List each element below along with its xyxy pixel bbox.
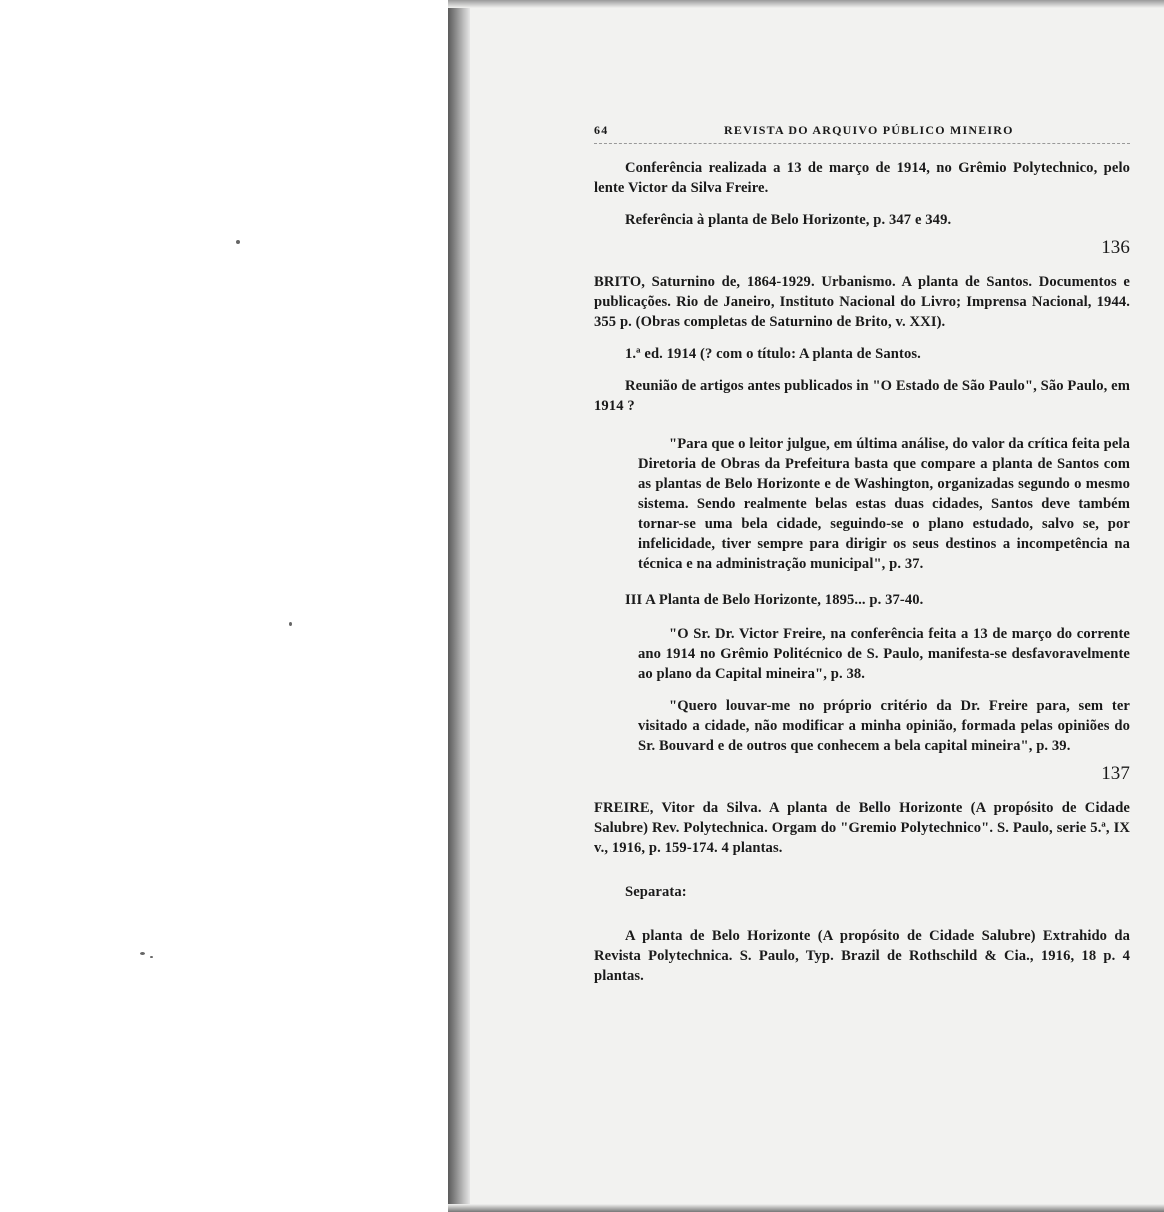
specks xyxy=(140,952,145,955)
entry-136-part-three: III A Planta de Belo Horizonte, 1895... p. 37-40. xyxy=(625,592,924,608)
page-top-edge xyxy=(448,0,1164,8)
reference-note: Referência à planta de Belo Horizonte, p. 347 e 349. xyxy=(625,212,952,228)
entry-number-136: 136 xyxy=(1101,237,1130,258)
entry-137-citation: FREIRE, Vitor da Silva. A planta de Bello Horizonte (A propósito de Cidade Salubre) Rev. Polytechnica. Orgam do "Gremio Polytechnico". S. Paulo, serie 5.ª, IX v., 1916, p. 159-174. 4 plantas. xyxy=(594,800,1130,856)
right-page xyxy=(594,120,1130,986)
entry-136-quote-block xyxy=(638,434,1130,574)
conference-note: Conferência realizada a 13 de março de 1914, no Grêmio Polytechnico, pelo lente Victor da Silva Freire. xyxy=(594,160,1130,196)
running-header xyxy=(594,120,1130,144)
entry-number-137: 137 xyxy=(1101,763,1130,784)
specks xyxy=(150,956,153,958)
page-number: 64 xyxy=(594,123,609,137)
quote-paragraph: "O Sr. Dr. Victor Freire, na conferência feita a 13 de março do corrente ano 1914 no Grêmio Politécnico de S. Paulo, manifesta-se desfavoravelmente ao plano da Capital mineira", p. 38. xyxy=(638,626,1130,682)
entry-136-reunion: Reunião de artigos antes publicados in "O Estado de São Paulo", São Paulo, em 1914 ? xyxy=(594,378,1130,414)
entry-136-quote-block-2 xyxy=(638,624,1130,756)
separata-description: A planta de Belo Horizonte (A propósito de Cidade Salubre) Extrahido da Revista Polytechnica. S. Paulo, Typ. Brazil de Rothschild & Cia., 1916, 18 p. 4 plantas. xyxy=(594,928,1130,984)
specks xyxy=(289,622,292,626)
book-spine xyxy=(448,0,470,1212)
left-page-blank xyxy=(0,0,448,1212)
page-bottom-edge xyxy=(448,1204,1164,1212)
journal-title: REVISTA DO ARQUIVO PÚBLICO MINEIRO xyxy=(724,123,1014,137)
separata-label: Separata: xyxy=(625,884,687,900)
specks xyxy=(236,240,240,244)
entry-136-citation: BRITO, Saturnino de, 1864-1929. Urbanismo. A planta de Santos. Documentos e publicações. Rio de Janeiro, Instituto Nacional do Livro; Imprensa Nacional, 1944. 355 p. (Obras completas de Saturnino de Brito, v. XXI). xyxy=(594,274,1130,330)
quote-paragraph: "Para que o leitor julgue, em última análise, do valor da crítica feita pela Diretoria de Obras da Prefeitura basta que compare a planta de Santos com as plantas de Belo Horizonte e de Washington, organizadas segundo o mesmo sistema. Sendo realmente belas estas duas cidades, Santos deve também tornar-se uma bela cidade, seguindo-se o plano estudado, salvo se, por infelicidade, tiver sempre para dirigir os seus destinos a incompetência na técnica e na administração municipal", p. 37. xyxy=(638,436,1130,572)
quote-paragraph: "Quero louvar-me no próprio critério da Dr. Freire para, sem ter visitado a cidade, não modificar a minha opinião, formada pelas opiniões do Sr. Bouvard e de outros que conhecem a bela capital mineira", p. 39. xyxy=(638,698,1130,754)
entry-136-first-edition: 1.ª ed. 1914 (? com o título: A planta de Santos. xyxy=(625,346,921,362)
